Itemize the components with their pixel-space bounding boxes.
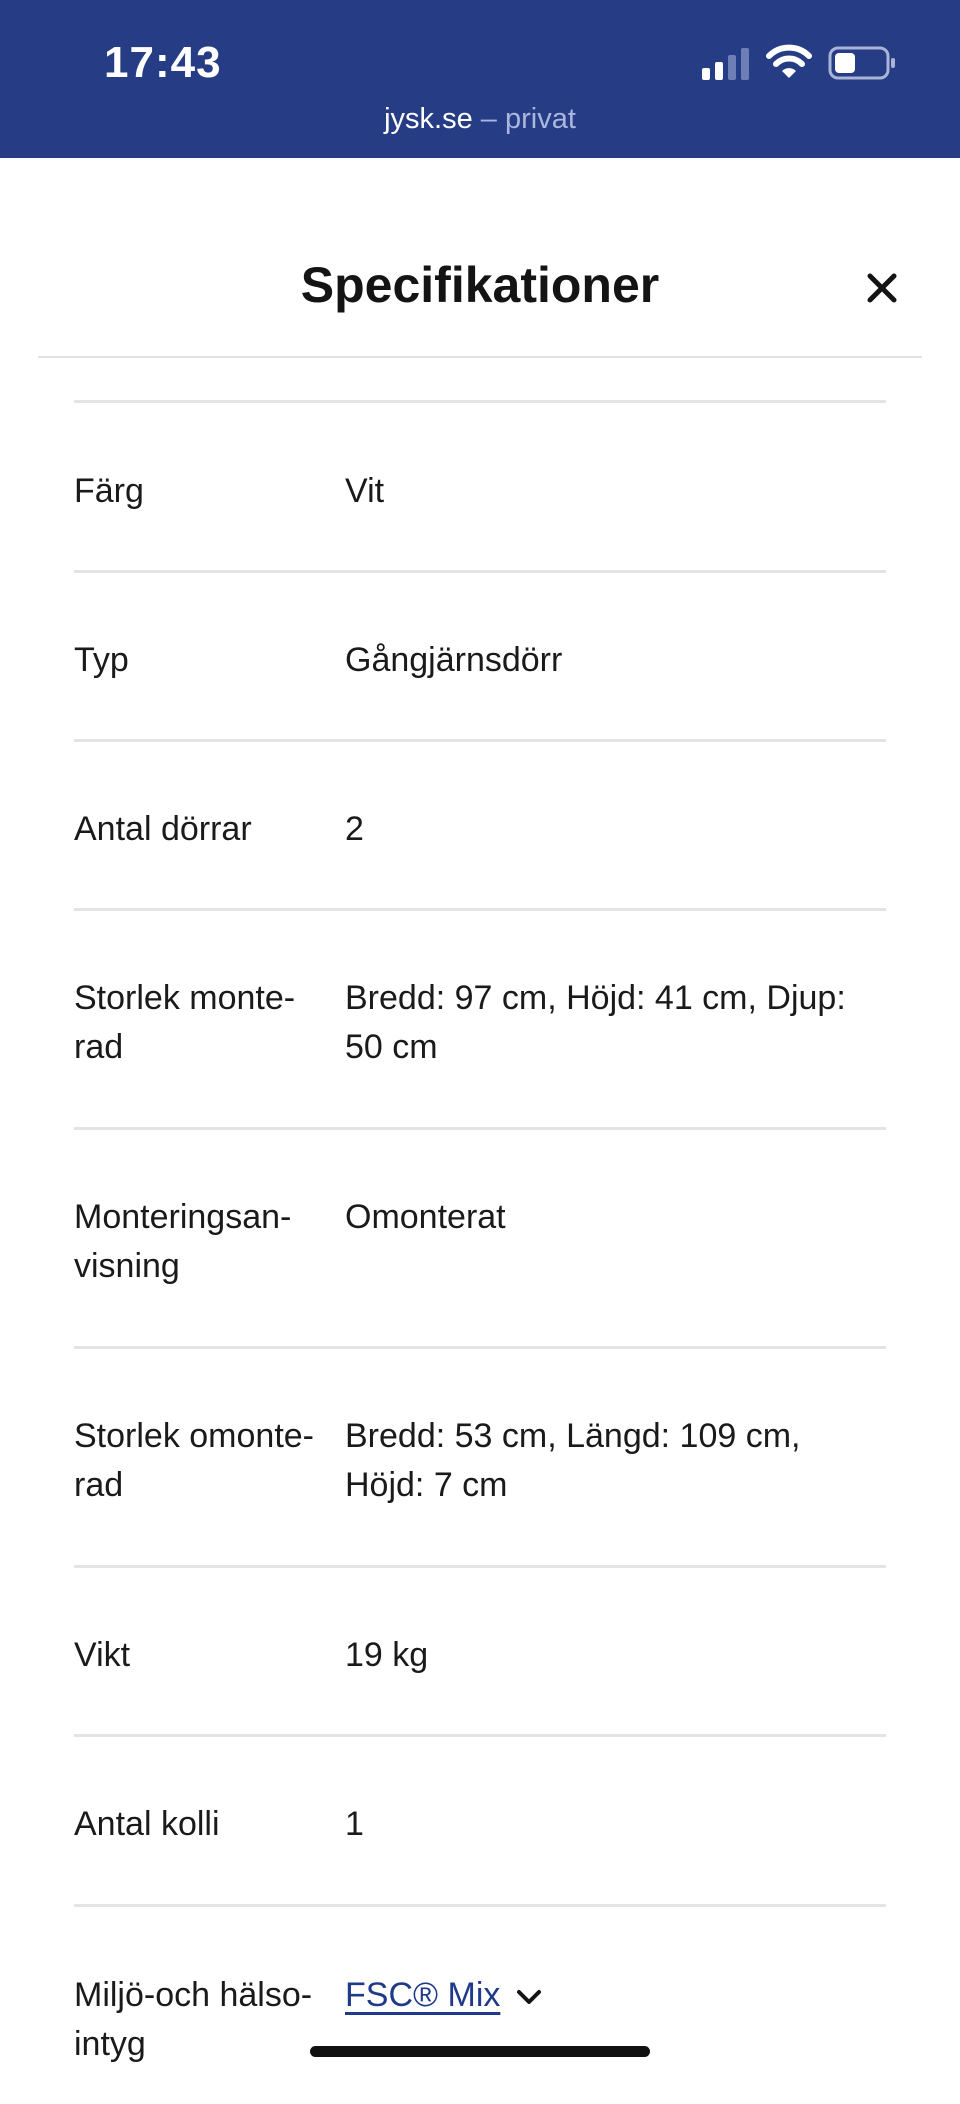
- spec-row-package-count: [74, 1734, 886, 1904]
- spec-label: Storlek omonte- rad: [74, 1417, 314, 1504]
- url-private-mode: privat: [504, 103, 576, 135]
- spec-row-type: [74, 570, 886, 739]
- spec-label: Vikt: [74, 1636, 131, 1674]
- spec-value: 1: [345, 1805, 364, 1843]
- wifi-icon: [766, 42, 812, 82]
- spec-label: Antal kolli: [74, 1805, 220, 1843]
- spec-label: Färg: [74, 472, 144, 510]
- spec-label: Antal dörrar: [74, 810, 252, 848]
- spec-value: 2: [345, 810, 364, 848]
- browser-url[interactable]: [0, 103, 960, 136]
- spec-row-unassembled-size: [74, 1346, 886, 1565]
- spec-label: Miljö-och hälso- intyg: [74, 1976, 313, 2063]
- spec-label: Typ: [74, 641, 129, 679]
- spec-value-certification[interactable]: [345, 1971, 886, 2020]
- spec-row-color: [74, 400, 886, 570]
- spec-row-assembly-instructions: [74, 1127, 886, 1346]
- spec-label: Monteringsan- visning: [74, 1198, 292, 1285]
- spec-row-door-count: [74, 739, 886, 908]
- spec-value: Bredd: 53 cm, Längd: 109 cm, Höjd: 7 cm: [345, 1417, 801, 1504]
- sheet-header: [38, 158, 922, 358]
- url-domain: jysk.se: [384, 103, 473, 135]
- status-time: 17:43: [104, 38, 222, 87]
- url-separator: –: [480, 103, 497, 135]
- fsc-mix-link[interactable]: FSC® Mix: [345, 1976, 501, 2014]
- spec-row-weight: [74, 1565, 886, 1734]
- battery-icon: [828, 46, 898, 80]
- spec-value: Omonterat: [345, 1198, 506, 1236]
- spec-row-assembled-size: [74, 908, 886, 1127]
- chevron-down-icon[interactable]: [514, 1986, 544, 2008]
- spec-value: Bredd: 97 cm, Höjd: 41 cm, Djup: 50 cm: [345, 979, 846, 1066]
- home-indicator: [310, 2046, 650, 2057]
- spec-row-certification: [74, 1904, 886, 2104]
- spec-value: Gångjärnsdörr: [345, 641, 563, 679]
- spec-label: Storlek monte- rad: [74, 979, 296, 1066]
- spec-value: Vit: [345, 472, 385, 510]
- cellular-signal-icon: [702, 46, 752, 82]
- status-bar: [0, 0, 960, 158]
- spec-list: [74, 400, 886, 2104]
- spec-value: 19 kg: [345, 1636, 429, 1674]
- sheet-title: Specifikationer: [300, 257, 660, 313]
- close-icon[interactable]: [860, 266, 904, 310]
